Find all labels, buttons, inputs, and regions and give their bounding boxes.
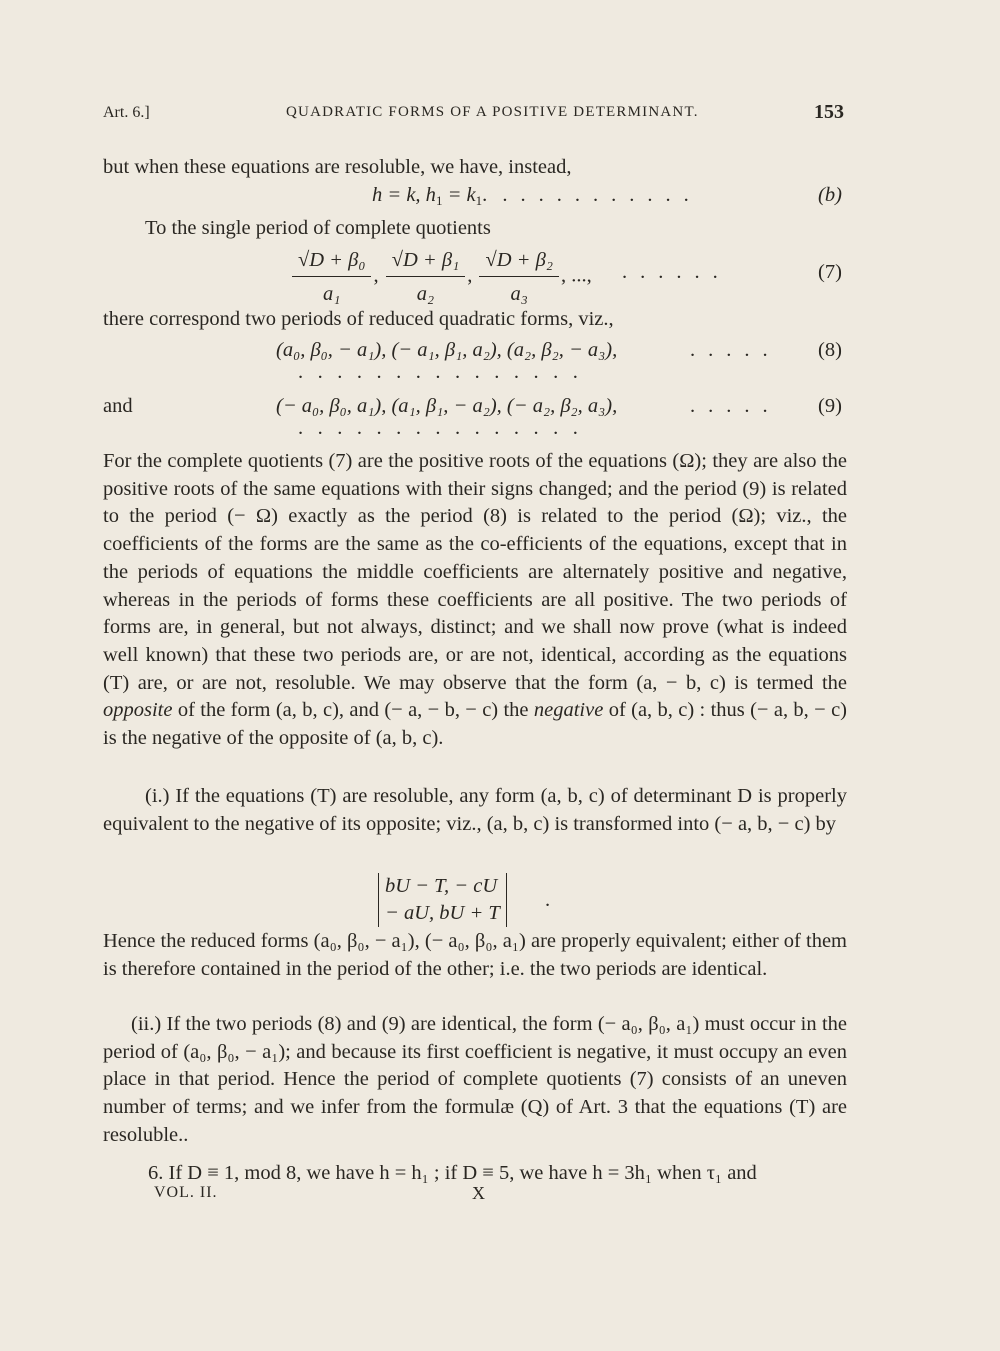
main-paragraph-part-2: of the form (a, b, c), and (− a, − b, − c) the: [172, 699, 534, 722]
equation-7-leaders: ......: [622, 261, 731, 283]
fraction-3-numerator: √D + β₂: [479, 246, 558, 277]
fraction-1: [292, 246, 371, 308]
fraction-1-denominator: a₁: [323, 283, 341, 305]
fraction-2: [386, 246, 465, 308]
running-head-article: Art. 6.]: [103, 104, 150, 121]
hence-paragraph-text: Hence the reduced forms (a₀, β₀, − a₁), (− a₀, β₀, a₁) are properly equivalent; either of them is therefore contained in the period of the other; i.e. the two periods are identical.: [103, 930, 847, 980]
matrix-row-1: bU − T, − cU: [385, 875, 498, 897]
equation-7-tail: , ...,: [560, 264, 592, 287]
equation-8-dot-row: ...............: [298, 361, 593, 383]
hence-paragraph: [103, 928, 847, 983]
page-number: 153: [814, 101, 844, 123]
printer-signature: X: [472, 1183, 485, 1203]
volume-signature: VOL. II.: [154, 1184, 218, 1201]
paragraph-i-text: (i.) If the equations (T) are resoluble, any form (a, b, c) of determinant D is properly equivalent to the negative of its opposite; viz., (a, b, c) is transformed into (− a, b, − c) by: [103, 785, 847, 835]
term-opposite: opposite: [103, 699, 173, 722]
intro-line: but when these equations are resoluble, we have, instead,: [103, 156, 572, 178]
equation-b-tail: .: [482, 184, 488, 206]
equation-9-dot-row: ...............: [298, 417, 593, 439]
equation-b-sub2: 1: [475, 193, 483, 208]
equation-9: (− a₀, β₀, a₁), (a₁, β₁, − a₂), (− a₂, β₂, a₃),: [276, 395, 618, 417]
equation-7-number: (7): [818, 261, 842, 283]
fraction-2-denominator: a₂: [416, 283, 435, 305]
equation-b-leaders: ...........: [502, 184, 702, 206]
term-negative: negative: [533, 699, 604, 722]
equation-7: $\frac{\text{√D + β₀}}{\text{a₁}}$ , $\frac{\text{√D + β₁}}{\text{a₂}}$ , $\frac{\text{√D + β₂}}{\text{a₃}}$ , ...,: [290, 246, 592, 308]
equation-8-leaders: .....: [690, 339, 781, 361]
equation-8-number: (8): [818, 339, 842, 361]
fraction-2-numerator: √D + β₁: [386, 246, 465, 277]
paragraph-ii-text: (ii.) If the two periods (8) and (9) are identical, the form (− a₀, β₀, a₁) must occur in the period of (a₀, β₀, − a₁); and because its first coefficient is negative, it must occupy an even place in that period. Hence the period of complete quotients (7) consists of an uneven number of terms; and we infer from the formulæ (Q) of Art. 3 that the equations (T) are resoluble..: [103, 1013, 847, 1146]
period-line: To the single period of complete quotients: [145, 217, 491, 239]
article-6-line: 6. If D ≡ 1, mod 8, we have h = h₁ ; if D ≡ 5, we have h = 3h₁ when τ₁ and: [148, 1162, 757, 1184]
main-paragraph: [103, 448, 847, 753]
paragraph-ii: [103, 1011, 847, 1150]
main-paragraph-part-1: For the complete quotients (7) are the positive roots of the equations (Ω); they are also the positive roots of the same equations with their signs changed; and the period (9) is related to the period (− Ω) exactly as the period (8) is related to the period (Ω); viz., the coefficients of the forms are the same as the co-efficients of the equations, except that in the periods of equations the middle coefficients are alternately positive and negative, whereas in the periods of forms these coefficients are all positive. The two periods of forms are, in general, but not always, distinct; and we shall now prove (what is indeed well known) that these two periods are, or are not, identical, according as the equations (T) are, or are not, resoluble. We may observe that the form (a, − b, c) is termed the: [103, 450, 847, 694]
equation-9-number: (9): [818, 395, 842, 417]
equation-b-sub1: 1: [435, 193, 443, 208]
transformation-matrix: [378, 873, 507, 927]
equation-b: [372, 181, 702, 209]
paragraph-i: [103, 783, 847, 838]
fraction-3-denominator: a₃: [510, 283, 528, 305]
matrix-tail: .: [545, 889, 551, 911]
fraction-3: [479, 246, 558, 308]
matrix-row-2: − aU, bU + T: [385, 902, 500, 924]
main-paragraph-part-3: of (a, b, c) : thus (− a, b, − c) is the negative of the opposite of (a, b, c).: [103, 699, 847, 750]
equation-8: (a₀, β₀, − a₁), (− a₁, β₁, a₂), (a₂, β₂, − a₃),: [276, 339, 618, 361]
equation-b-lhs: h = k, h: [372, 184, 436, 206]
running-head-title: QUADRATIC FORMS OF A POSITIVE DETERMINANT.: [286, 104, 699, 120]
correspond-line: there correspond two periods of reduced quadratic forms, viz.,: [103, 308, 614, 330]
equation-9-leaders: .....: [690, 395, 781, 417]
equation-b-number: (b): [818, 184, 842, 206]
equation-b-mid: = k: [442, 184, 476, 206]
equation-9-label: and: [103, 395, 133, 417]
fraction-1-numerator: √D + β₀: [292, 246, 371, 277]
